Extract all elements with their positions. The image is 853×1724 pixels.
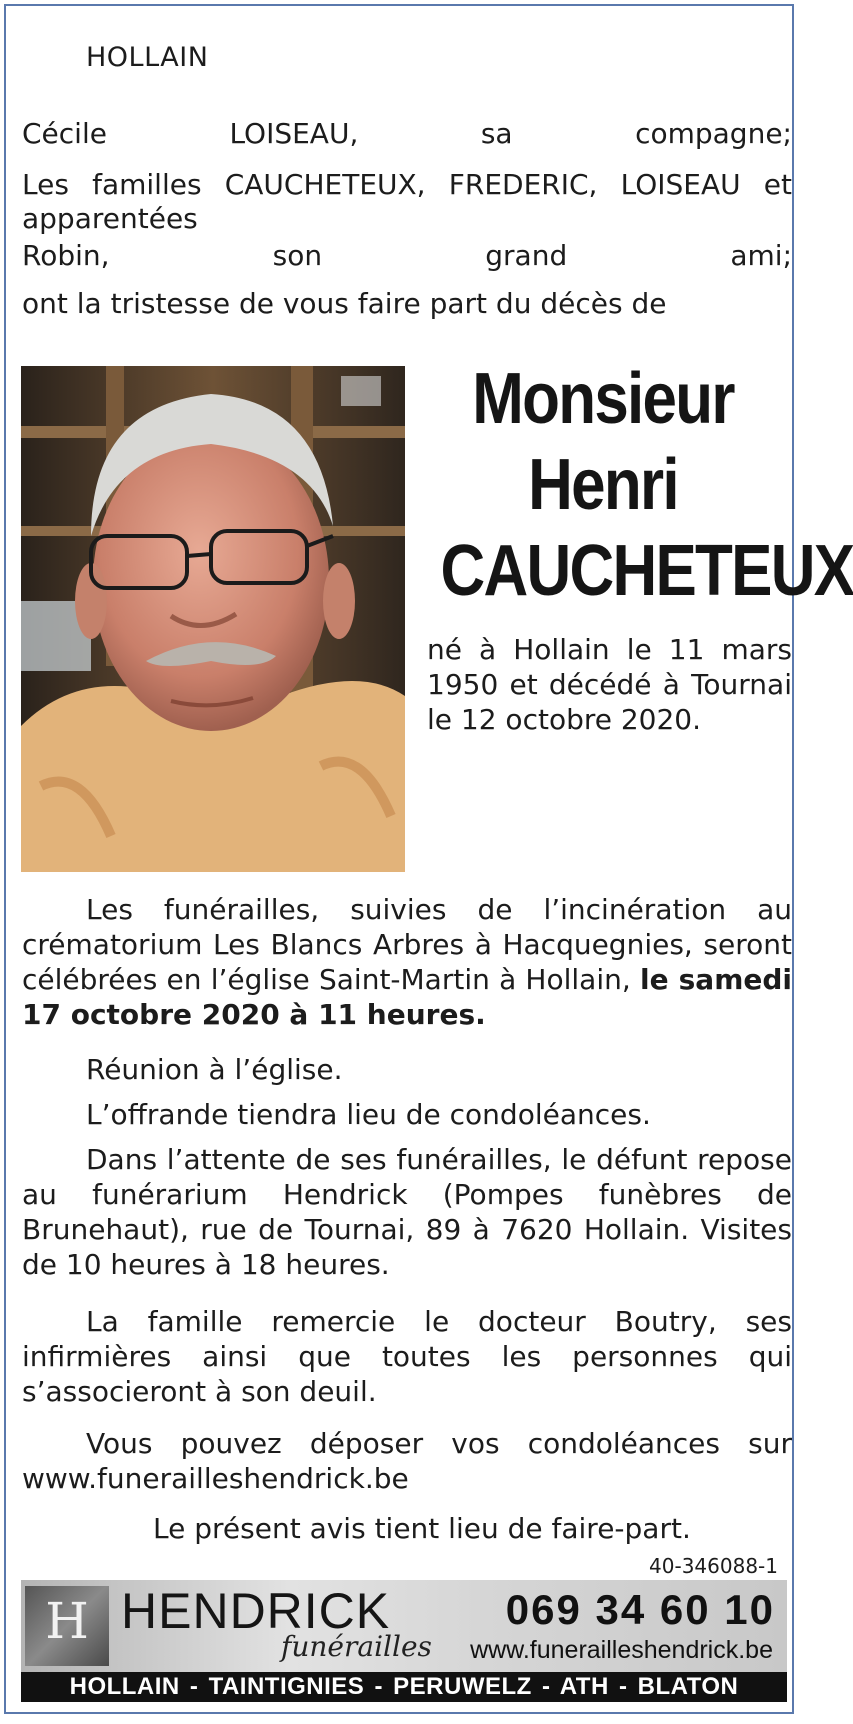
funeral-paragraph [22,892,792,1032]
birth-death-dates: né à Hollain le 11 mars 1950 et décédé à Tournai le 12 octobre 2020. [427,633,792,736]
deceased-title: Monsieur [472,359,734,439]
funeral-home-tagline: funérailles [281,1630,432,1663]
obituary-notice [4,4,853,1714]
deceased-first-name: Henri [528,445,678,525]
notice-line: Le présent avis tient lieu de faire-part. [153,1512,691,1545]
thanks-paragraph: La famille remercie le docteur Boutry, ses infirmières ainsi que toutes les personnes qui s’associeront à son deuil. [22,1305,792,1408]
mourner-name: Cécile LOISEAU, [22,117,359,150]
funeral-home-website: www.funerailleshendrick.be [470,1636,773,1664]
deceased-last-name: CAUCHETEUX [440,531,853,611]
condolences-paragraph: Vous pouvez déposer vos condoléances sur www.funerailleshendrick.be [22,1427,792,1495]
funeral-date: le samedi 17 octobre 2020 à 11 heures. [22,963,792,1031]
funeral-home-phone: 069 34 60 10 [505,1586,775,1633]
portrait-photo [21,366,405,872]
offering-paragraph: L’offrande tiendra lieu de condoléances. [86,1098,651,1131]
meeting-paragraph: Réunion à l’église. [86,1053,343,1086]
mourner-line-families-cont: apparentées [22,202,198,235]
repose-paragraph: Dans l’attente de ses funérailles, le défunt repose au funérarium Hendrick (Pompes funèbres de Brunehaut), rue de Tournai, 89 à 7620 Hollain. Visites de 10 heures à 18 heures. [22,1143,792,1281]
mourner-relation: son grand ami; [272,239,793,272]
reference-number: 40-346088-1 [649,1554,778,1578]
mourner-line-companion [22,114,792,154]
announcement-line: ont la tristesse de vous faire part du décès de [22,287,667,320]
mourner-line-friend [22,236,792,276]
logo-letter: H [45,1592,89,1650]
funeral-home-name: HENDRICK [121,1583,391,1639]
mourner-line-families: Les familles CAUCHETEUX, FREDERIC, LOISEAU et [22,168,792,201]
funeral-text: Les funérailles, suivies de l’incinération au crématorium Les Blancs Arbres à Hacquegnies, seront célébrées en l’église Saint-Martin à Hollain, [22,893,792,996]
town-heading: HOLLAIN [86,42,209,73]
portrait-illustration [21,366,405,872]
funeral-home-logo [25,1586,109,1666]
mourner-relation: sa compagne; [480,117,792,150]
mourner-name: Robin, [22,239,110,272]
funeral-home-banner [21,1580,787,1672]
funeral-home-locations: HOLLAIN - TAINTIGNIES - PERUWELZ - ATH - BLATON [21,1672,787,1702]
